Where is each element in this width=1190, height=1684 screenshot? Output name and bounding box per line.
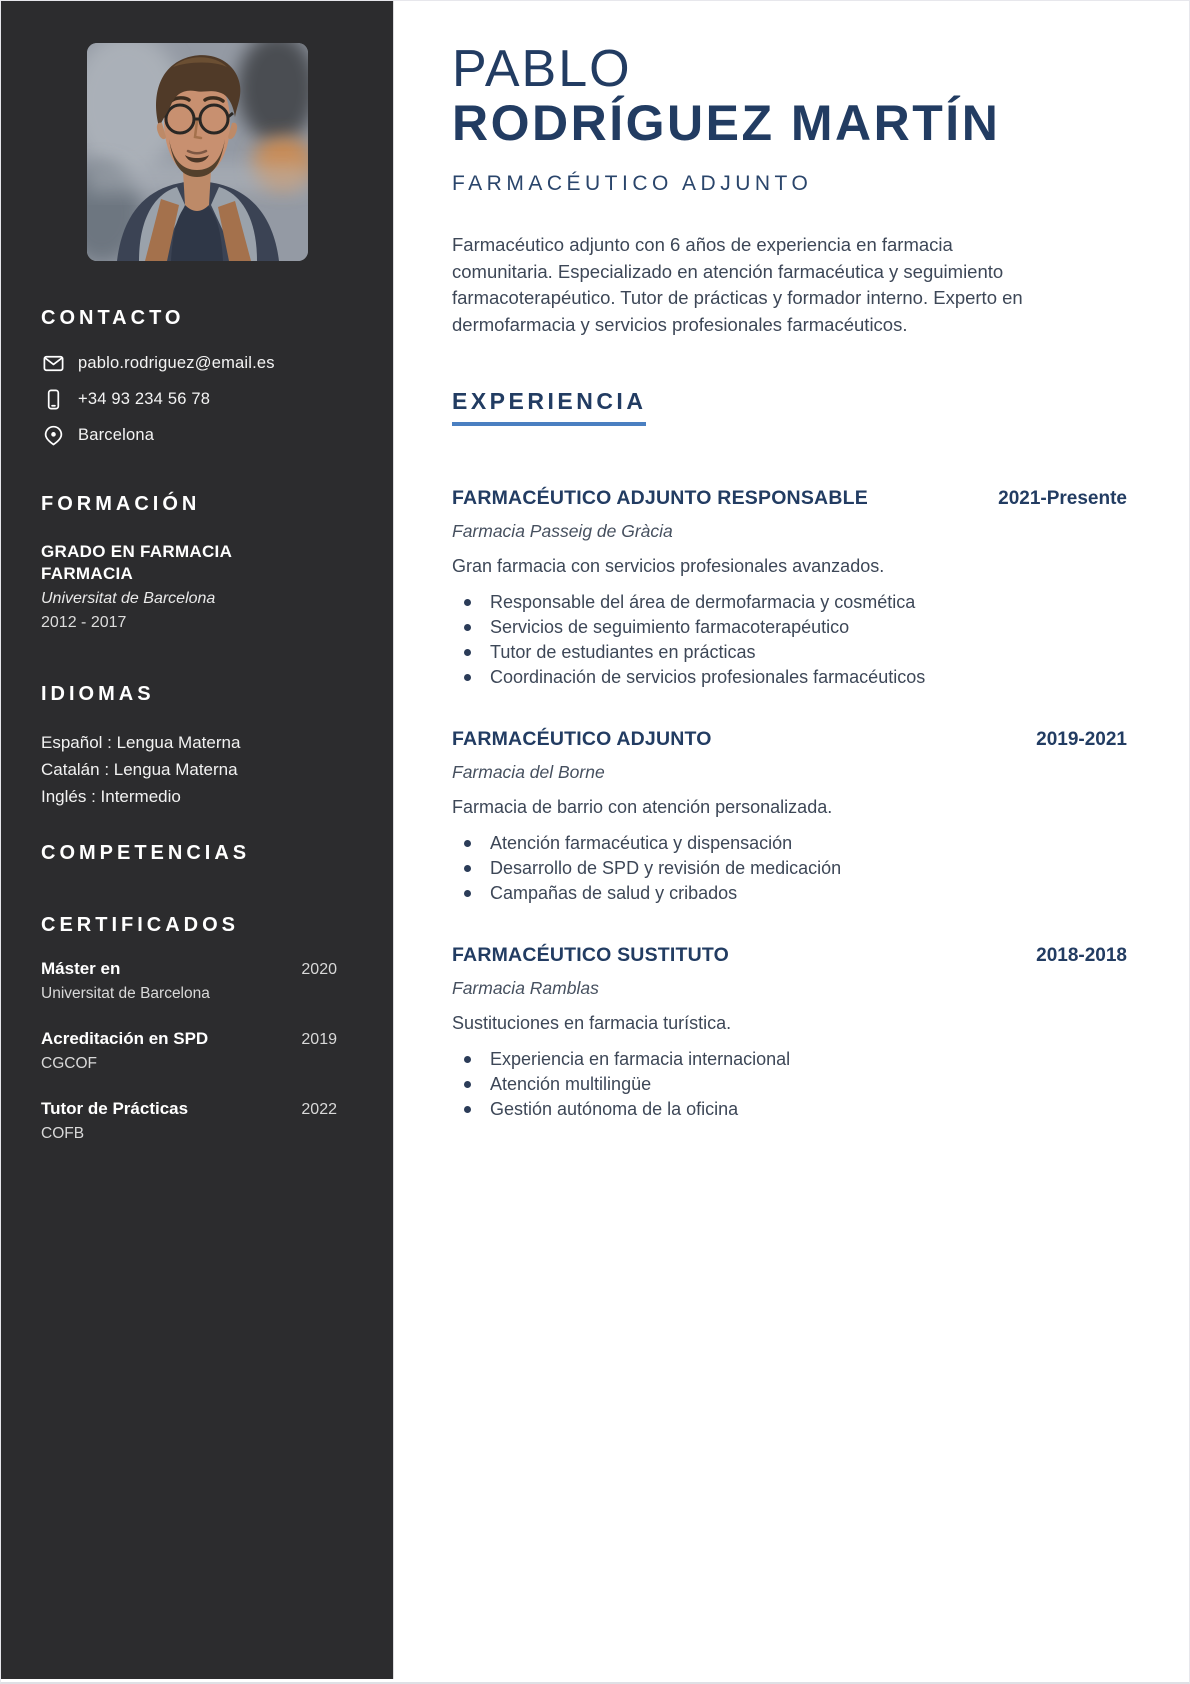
job-title: FARMACÉUTICO ADJUNTO RESPONSABLE — [452, 487, 868, 510]
contact-phone: +34 93 234 56 78 — [78, 389, 211, 408]
certificate-item — [41, 1098, 337, 1143]
contact-row-phone — [41, 387, 353, 411]
education-dates: 2012 - 2017 — [41, 614, 127, 631]
job-description: Sustituciones en farmacia turística. — [452, 1013, 732, 1034]
certificate-issuer: CGCOF — [41, 1055, 97, 1072]
job-title: FARMACÉUTICO SUSTITUTO — [452, 944, 730, 967]
job-bullet: Atención multilingüe — [452, 1072, 1127, 1097]
certificates-section — [1, 914, 393, 1143]
sidebar — [1, 1, 394, 1679]
job-company: Farmacia Ramblas — [452, 978, 599, 999]
certificates-list — [41, 958, 353, 1143]
contact-list — [41, 351, 353, 447]
job-dates: 2019-2021 — [1036, 729, 1127, 751]
job-title: FARMACÉUTICO ADJUNTO — [452, 728, 712, 751]
job-bullet: Coordinación de servicios profesionales farmacéuticos — [452, 665, 1127, 690]
job-company: Farmacia Passeig de Gràcia — [452, 521, 673, 542]
education-school: Universitat de Barcelona — [41, 590, 216, 607]
skills-section — [1, 842, 393, 864]
certificate-item — [41, 958, 337, 1003]
education-entry — [41, 541, 353, 633]
last-name: RODRÍGUEZ MARTÍN — [452, 95, 1001, 151]
education-degree-line1: GRADO EN FARMACIA — [41, 542, 233, 561]
summary-line: dermofarmacia y servicios profesionales farmacéuticos. — [452, 313, 908, 335]
language-item: Inglés : Intermedio — [41, 787, 181, 806]
job-bullet-list — [452, 590, 1127, 690]
summary-line: comunitaria. Especializado en atención farmacéutica y seguimiento — [452, 260, 1004, 282]
certificate-year: 2019 — [301, 1031, 337, 1048]
education-degree-line2: FARMACIA — [41, 564, 134, 583]
certificate-year: 2022 — [301, 1101, 337, 1118]
job-bullet: Responsable del área de dermofarmacia y cosmética — [452, 590, 1127, 615]
contact-row-email — [41, 351, 353, 375]
experience-entry — [452, 944, 1127, 1122]
job-description: Farmacia de barrio con atención personalizada. — [452, 797, 833, 818]
certificates-heading: CERTIFICADOS — [41, 914, 239, 936]
job-bullet: Servicios de seguimiento farmacoterapéutico — [452, 615, 1127, 640]
professional-summary — [452, 232, 1127, 338]
job-dates: 2021-Presente — [998, 488, 1127, 510]
skills-heading: COMPETENCIAS — [41, 842, 251, 864]
languages-section — [1, 683, 393, 810]
job-description: Gran farmacia con servicios profesionales avanzados. — [452, 556, 885, 577]
education-section — [1, 493, 393, 633]
contact-heading: CONTACTO — [41, 307, 185, 329]
contact-email: pablo.rodriguez@email.es — [78, 353, 275, 372]
job-company: Farmacia del Borne — [452, 762, 605, 783]
job-bullet: Tutor de estudiantes en prácticas — [452, 640, 1127, 665]
contact-location: Barcelona — [78, 425, 155, 444]
certificate-title: Tutor de Prácticas — [41, 1099, 189, 1118]
job-bullet: Gestión autónoma de la oficina — [452, 1097, 1127, 1122]
job-bullet-list — [452, 1047, 1127, 1122]
first-name: PABLO — [452, 40, 632, 98]
location-icon — [41, 423, 65, 447]
phone-icon — [41, 387, 65, 411]
job-bullet: Campañas de salud y cribados — [452, 881, 1127, 906]
summary-line: Farmacéutico adjunto con 6 años de experiencia en farmacia — [452, 234, 953, 255]
job-bullet: Atención farmacéutica y dispensación — [452, 831, 1127, 856]
experience-entry — [452, 728, 1127, 906]
contact-section — [1, 307, 393, 447]
contact-row-location — [41, 423, 353, 447]
profile-photo — [87, 43, 308, 261]
certificate-title: Máster en — [41, 959, 121, 978]
certificate-year: 2020 — [301, 961, 337, 978]
languages-heading: IDIOMAS — [41, 683, 155, 705]
experience-entry — [452, 487, 1127, 690]
headline-job-title: FARMACÉUTICO ADJUNTO — [452, 172, 813, 195]
main-content — [394, 1, 1189, 1682]
education-heading: FORMACIÓN — [41, 493, 201, 515]
certificate-item — [41, 1028, 337, 1073]
job-bullet: Desarrollo de SPD y revisión de medicación — [452, 856, 1127, 881]
email-icon — [41, 351, 65, 375]
certificate-title: Acreditación en SPD — [41, 1029, 209, 1048]
job-dates: 2018-2018 — [1036, 945, 1127, 967]
job-bullet: Experiencia en farmacia internacional — [452, 1047, 1127, 1072]
language-item: Español : Lengua Materna — [41, 733, 241, 752]
certificate-issuer: Universitat de Barcelona — [41, 985, 210, 1002]
languages-list — [41, 729, 353, 810]
experience-heading: EXPERIENCIA — [452, 388, 646, 426]
summary-line: farmacoterapéutico. Tutor de prácticas y formador interno. Experto en — [452, 287, 1023, 308]
language-item: Catalán : Lengua Materna — [41, 760, 238, 779]
profile-photo-illustration — [87, 43, 308, 261]
certificate-issuer: COFB — [41, 1125, 85, 1142]
job-bullet-list — [452, 831, 1127, 906]
